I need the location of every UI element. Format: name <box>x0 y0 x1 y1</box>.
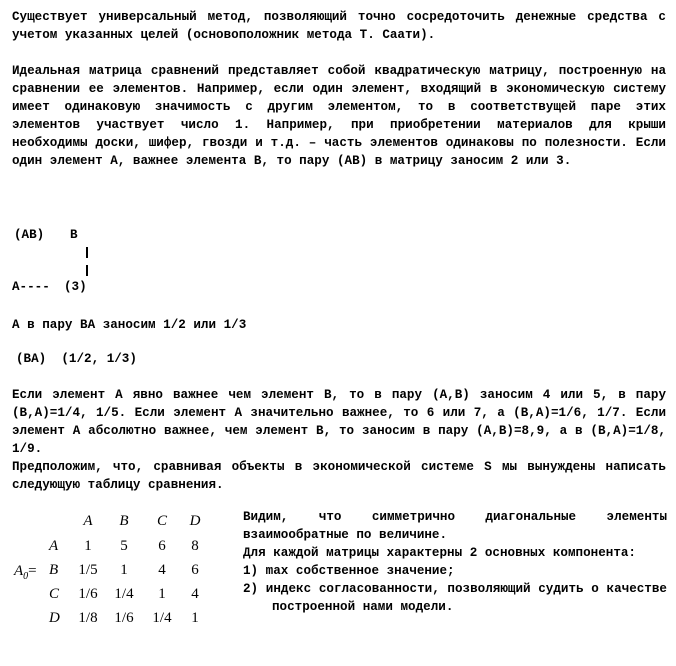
column-header: B <box>119 513 129 529</box>
column-header: C <box>156 513 167 529</box>
column-header: A <box>83 513 93 529</box>
row-label: D <box>49 610 60 626</box>
matrix-cell: 1 <box>158 586 166 602</box>
matrix-cell: 1/4 <box>152 610 172 626</box>
ba-pair-note: А в пару ВА заносим 1/2 или 1/3 <box>12 318 247 332</box>
matrix-cell: 4 <box>158 562 166 578</box>
symmetry-note: Видим, что симметрично диагональные элементы взаимообратные по величине. <box>243 510 667 542</box>
pair-label: (АВ) <box>14 228 45 242</box>
node-a: А---- <box>12 280 50 294</box>
matrix-cell: 1 <box>191 610 199 626</box>
matrix-cell: 1 <box>84 538 92 554</box>
matrix-cell: 1/4 <box>114 586 134 602</box>
comparison-matrix <box>12 510 224 638</box>
node-b: В <box>70 228 78 242</box>
matrix-cell: 8 <box>191 538 199 554</box>
matrix-cell: 6 <box>158 538 166 554</box>
pair-diagram <box>12 226 132 298</box>
row-label: B <box>49 562 59 578</box>
component-1: 1) max собственное значение; <box>243 564 455 578</box>
row-label: C <box>49 586 60 602</box>
pair-value: (3) <box>64 280 87 294</box>
components-intro: Для каждой матрицы характерны 2 основных компонента: <box>243 546 636 560</box>
matrix-cell: 1/6 <box>114 610 134 626</box>
component-2: 2) индекс согласованности, позволяющий судить о качестве построенной нами модели. <box>243 582 667 614</box>
vertical-connector-upper <box>86 247 88 258</box>
matrix-commentary <box>243 508 667 616</box>
matrix-cell: 1/8 <box>78 610 98 626</box>
matrix-cell: 1/6 <box>78 586 98 602</box>
matrix-cell: 4 <box>191 586 199 602</box>
vertical-connector-lower <box>86 265 88 276</box>
importance-scale-paragraph: Если элемент А явно важнее чем элемент В, то в пару (А,В) заносим 4 или 5, в пару (В,А)=1/4, 1/5. Если элемент А значительно важнее, то 6 или 7, а (В,А)=1/6, 1/7. Если элемент А абсолютно важнее, чем элемент В, то заносим в пару (А,В)=8,9, а в (В,А)=1/8, 1/9. <box>12 388 666 456</box>
assumption-paragraph: Предположим, что, сравнивая объекты в экономической системе S мы вынуждены написать следующую таблицу сравнения. <box>12 460 666 492</box>
matrix-cell: 6 <box>191 562 199 578</box>
matrix-cell: 1/5 <box>78 562 98 578</box>
column-header: D <box>189 513 201 529</box>
row-label: A <box>49 538 59 554</box>
ba-pair-values: (ВА) (1/2, 1/3) <box>16 352 137 366</box>
matrix-cell: 1 <box>120 562 128 578</box>
ideal-matrix-paragraph: Идеальная матрица сравнений представляет собой квадратическую матрицу, построенную на сравнении ее элементов. Например, если один элемент, входящий в экономическую систему имеет одинаковую значимость с другим элементом, то в соответствущей паре этих элементов участвует число 1. Например, при приобретении материалов для крыши необходимы доски, шифер, гвозди и т.д. – часть элементов одинаковы по полезности. Если один элемент А, важнее элемента В, то пару (АВ) в матрицу заносим 2 или 3. <box>12 64 666 168</box>
matrix-cell: 5 <box>120 538 128 554</box>
matrix-name: $A_0=$ <box>14 563 37 582</box>
intro-paragraph: Существует универсальный метод, позволяющий точно сосредоточить денежные средства с учетом указанных целей (основоположник метода Т. Саати). <box>12 10 666 42</box>
